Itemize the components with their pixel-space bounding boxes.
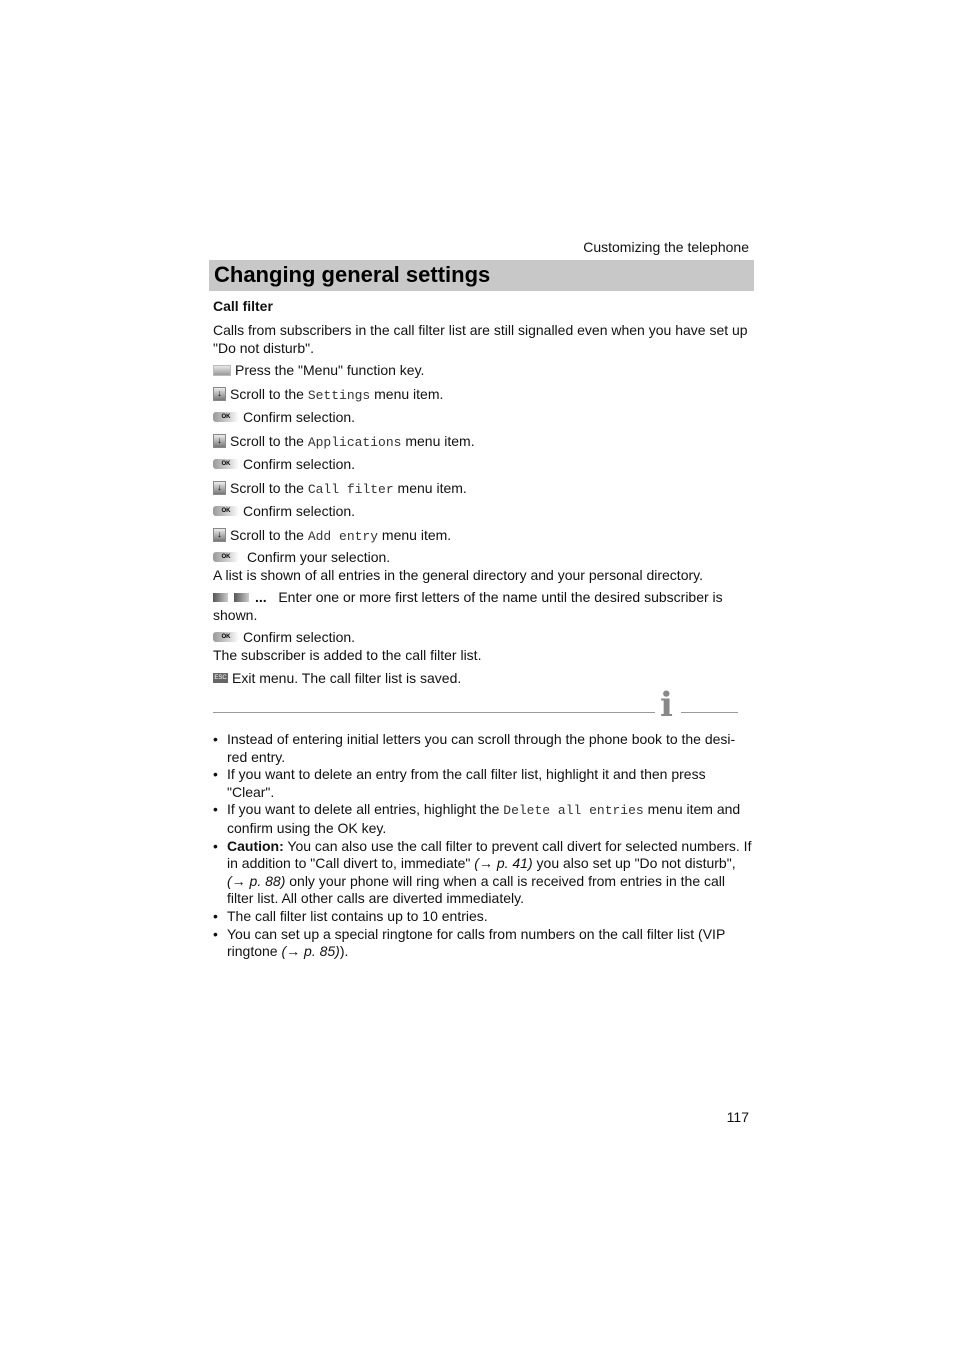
scroll-down-icon: ↓	[213, 481, 226, 495]
added-text: The subscriber is added to the call filter list.	[213, 647, 482, 663]
title-bar	[209, 260, 754, 291]
step-confirm-5: OK Confirm selection.	[213, 628, 355, 646]
number-key-icon	[234, 593, 249, 602]
note-item: • You can set up a special ringtone for calls from numbers on the call filter list (VIP ringtone (→ p. 85)).	[213, 926, 753, 961]
number-key-icon	[213, 593, 228, 602]
ok-key-icon: OK	[213, 506, 239, 516]
ok-key-icon: OK	[213, 412, 239, 422]
step-menu-key: Press the "Menu" function key.	[213, 361, 424, 379]
step-enter-letters: ... Enter one or more first letters of the name until the desired subscriber is shown.	[213, 589, 723, 623]
page-reference: (→ p. 88)	[227, 872, 286, 889]
note-item: • If you want to delete an entry from the call filter list, highlight it and then press "Clear".	[213, 766, 753, 801]
note-item: • If you want to delete all entries, highlight the Delete all entries menu item and confirm using the OK key.	[213, 801, 753, 837]
ok-key-icon: OK	[213, 459, 239, 469]
notes-list	[213, 731, 753, 961]
page-reference: (→ p. 85)	[281, 943, 340, 960]
scroll-down-icon: ↓	[213, 528, 226, 542]
info-divider-right	[681, 712, 738, 713]
esc-key-icon: ESC	[214, 675, 227, 682]
menu-key-icon	[213, 365, 231, 376]
ok-key-icon: OK	[213, 552, 239, 562]
page-reference: (→ p. 41)	[474, 855, 533, 872]
page-number: 117	[726, 1109, 749, 1125]
scroll-down-icon: ↓	[213, 434, 226, 448]
step-confirm-2: OK Confirm selection.	[213, 455, 355, 473]
intro-paragraph: Calls from subscribers in the call filter list are still signalled even when you have set up "Do not disturb".	[213, 322, 748, 356]
info-icon: i	[660, 685, 673, 725]
note-item: • Instead of entering initial letters you can scroll through the phone book to the desi-red entry.	[213, 731, 753, 766]
step-scroll-applications: ↓ Scroll to the Applications menu item.	[213, 432, 475, 450]
step-confirm-4: OK Confirm your selection.	[213, 548, 390, 566]
step-exit: ESC Exit menu. The call filter list is saved.	[214, 670, 462, 686]
scroll-down-icon: ↓	[213, 387, 226, 401]
info-divider-left	[213, 712, 655, 713]
running-header: Customizing the telephone	[583, 239, 749, 255]
note-item: • The call filter list contains up to 10 entries.	[213, 908, 753, 926]
step-scroll-add-entry: ↓ Scroll to the Add entry menu item.	[213, 526, 451, 544]
step-scroll-call-filter: ↓ Scroll to the Call filter menu item.	[213, 479, 467, 497]
list-shown-text: A list is shown of all entries in the general directory and your personal directory.	[213, 567, 703, 583]
step-confirm-3: OK Confirm selection.	[213, 502, 355, 520]
step-scroll-settings: ↓ Scroll to the Settings menu item.	[213, 385, 443, 403]
note-item: • Caution: You can also use the call filter to prevent call divert for selected numbers. If in addition to "Call divert to, immediate" (→ p. 41) you also set up "Do not disturb", (→ p. 88) only your phone will ring when a call is received from entries in the call filter list. All other calls are diverted immediately.	[213, 838, 753, 908]
ok-key-icon: OK	[213, 632, 239, 642]
step-confirm-1: OK Confirm selection.	[213, 408, 355, 426]
page-title: Changing general settings	[214, 262, 491, 287]
section-heading: Call filter	[213, 298, 273, 314]
